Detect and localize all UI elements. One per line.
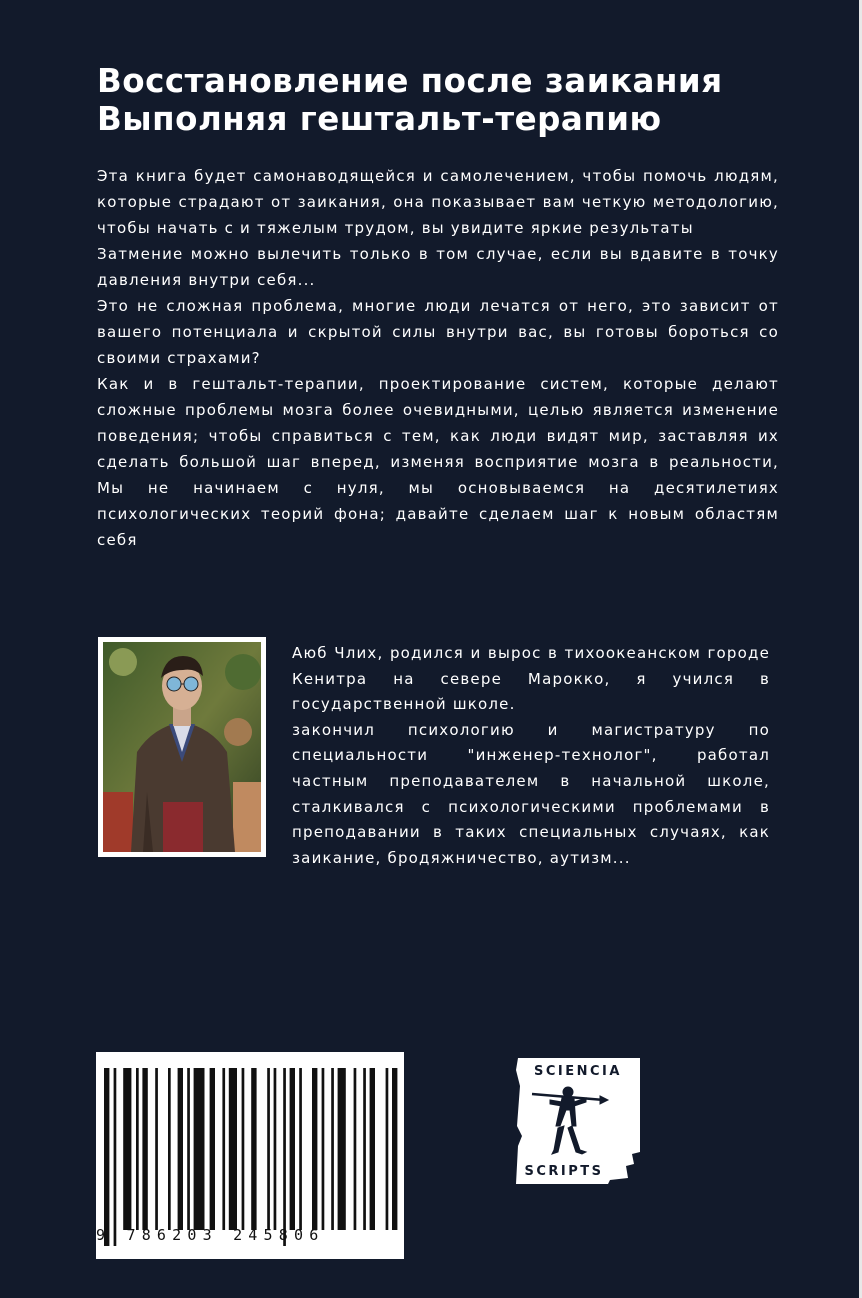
description-paragraph: Эта книга будет самонаводящейся и самолечением, чтобы помочь людям, которые страдают от заикания, она показывает вам четкую методологию, чтобы начать с и тяжелым трудом, вы увидите яркие результаты: [97, 167, 779, 237]
barcode-bar: [312, 1068, 317, 1230]
barcode-bar: [370, 1068, 375, 1230]
barcode-bar: [299, 1068, 302, 1230]
author-portrait-image: [103, 642, 261, 852]
barcode-bar: [290, 1068, 295, 1230]
author-photo: [98, 637, 266, 857]
barcode-bar: [187, 1068, 190, 1230]
barcode-bar: [322, 1068, 325, 1230]
barcode-bar: [222, 1068, 225, 1230]
bio-paragraph: Аюб Члих, родился и вырос в тихоокеанском городе Кенитра на севере Марокко, я учился в государственной школе.: [292, 644, 770, 714]
barcode-bar: [251, 1068, 256, 1230]
description-paragraph: Затмение можно вылечить только в том случае, если вы вдавите в точку давления внутри себя...: [97, 245, 779, 289]
barcode-bar: [168, 1068, 171, 1230]
book-title: [97, 62, 797, 138]
title-line-1: Восстановление после заикания: [97, 62, 723, 100]
barcode-bar: [392, 1068, 397, 1230]
publisher-logo: [514, 1056, 642, 1184]
barcode-bar: [210, 1068, 215, 1230]
publisher-name-bottom: SCRIPTS: [524, 1164, 604, 1179]
description-paragraph: Это не сложная проблема, многие люди лечатся от него, это зависит от вашего потенциала и скрытой силы внутри вас, вы готовы бороться со своими страхами?: [97, 297, 779, 367]
barcode-bar: [274, 1068, 277, 1230]
barcode-bar: [194, 1068, 205, 1230]
bio-paragraph: закончил психологию и магистратуру по специальности "инженер-технолог", работал частным преподавателем в начальной школе, сталкивался с психологическими проблемами в преподавании в таких специальных случаях, как заикание, бродяжничество, аутизм...: [292, 720, 770, 867]
barcode-bar: [354, 1068, 357, 1230]
barcode-bar: [331, 1068, 334, 1230]
barcode-bar: [338, 1068, 346, 1230]
barcode-bar: [155, 1068, 158, 1230]
barcode-bar: [267, 1068, 270, 1230]
title-line-2: Выполняя гештальт-терапию: [97, 100, 662, 138]
barcode-bar: [363, 1068, 366, 1230]
isbn-number: 9 786203 245806: [96, 1226, 325, 1244]
barcode-bar: [123, 1068, 131, 1230]
barcode-bar: [142, 1068, 147, 1230]
book-description: [97, 163, 779, 553]
barcode-bar: [229, 1068, 237, 1230]
publisher-name-top: SCIENCIA: [534, 1064, 622, 1079]
barcode-bar: [283, 1068, 286, 1246]
author-bio: [292, 641, 770, 871]
barcode-bar: [386, 1068, 389, 1230]
description-paragraph: Как и в гештальт-терапии, проектирование систем, которые делают сложные проблемы мозга более очевидными, целью является изменение поведения; чтобы справиться с тем, как люди видят мир, заставляя их сделать большой шаг вперед, изменяя восприятие мозга в реальности, Мы не начинаем с нуля, мы основываемся на десятилетиях психологических теорий фона; давайте сделаем шаг к новым областям себя: [97, 375, 779, 549]
barcode-bar: [242, 1068, 245, 1230]
barcode-bar: [114, 1068, 117, 1246]
barcode-bar: [178, 1068, 183, 1230]
barcode-bar: [104, 1068, 109, 1246]
barcode-bar: [136, 1068, 139, 1230]
